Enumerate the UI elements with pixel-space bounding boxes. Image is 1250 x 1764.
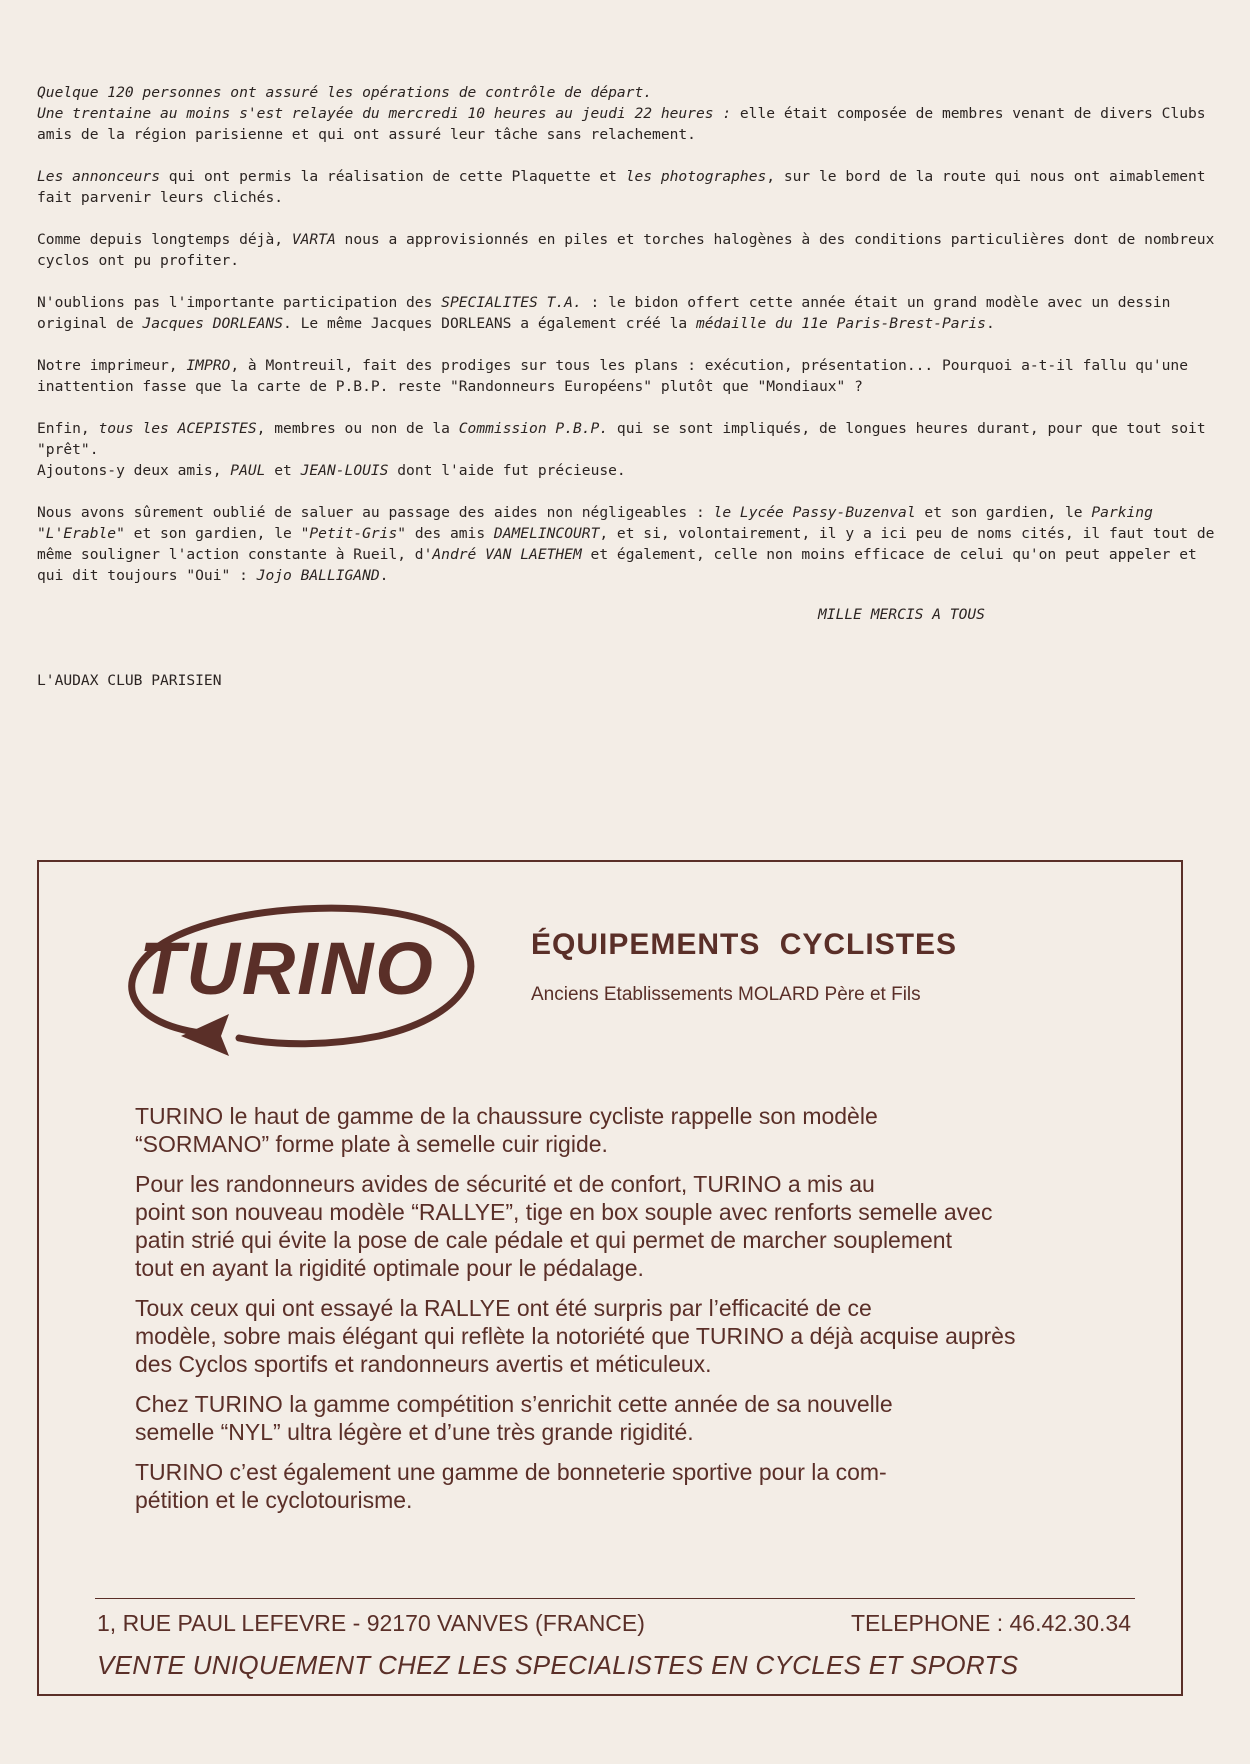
body-text: . (379, 567, 389, 584)
ad-paragraph: Toux ceux qui ont essayé la RALLYE ont été surpris par l’efficacité de ce modèle, sobre mais élégant qui reflète la notoriété que TURINO a déjà acquise auprès des Cyclos sportifs et randonneurs avertis et méticuleux. (135, 1295, 1016, 1377)
brand-wordmark: TURINO (139, 927, 435, 1010)
body-text: Notre imprimeur, (37, 357, 187, 374)
body-text: elle était composée de membres venant de divers Clubs amis de la région parisienne et qui ont assuré leur tâche sans relachement. (37, 105, 1206, 143)
closing-thanks: MILLE MERCIS A TOUS (818, 606, 985, 623)
body-text: . Le même Jacques DORLEANS a également créé la (283, 315, 696, 332)
body-text: . (985, 315, 995, 332)
body-text: : le bidon offert cette année était un grand modèle avec un dessin original de (37, 294, 1171, 332)
body-text: et son gardien, le (124, 525, 301, 542)
ad-body (135, 1102, 1135, 1526)
ad-address: 1, RUE PAUL LEFEVRE - 92170 VANVES (FRANCE) (97, 1610, 645, 1636)
emphasis-text: les photographes (625, 168, 767, 185)
letter-paragraph (37, 418, 1217, 481)
ad-paragraph: Pour les randonneurs avides de sécurité et de confort, TURINO a mis au point son nouveau modèle “RALLYE”, tige en box souple avec renforts semelle avec patin strié qui évite la pose de cale pédale et qui permet de marcher souplement tout en ayant la rigidité optimale pour le pédalage. (135, 1171, 993, 1281)
body-text: qui ont permis la réalisation de cette Plaquette et (160, 168, 626, 185)
emphasis-text: Jojo BALLIGAND (256, 567, 380, 584)
ad-tagline: VENTE UNIQUEMENT CHEZ LES SPECIALISTES EN CYCLES ET SPORTS (97, 1650, 1019, 1680)
ad-title: ÉQUIPEMENTS CYCLISTES (531, 928, 958, 961)
body-text: , membres ou non de la (256, 420, 459, 437)
emphasis-text: "Petit-Gris" (300, 525, 407, 542)
emphasis-text: VARTA (291, 231, 336, 248)
body-text: qui se sont impliqués, de longues heures durant, pour que tout soit "prêt". Ajoutons-y deux amis, (37, 420, 1206, 479)
letter-body (37, 82, 1217, 586)
ad-paragraph: TURINO le haut de gamme de la chaussure cycliste rappelle son modèle “SORMANO” forme plate à semelle cuir rigide. (135, 1103, 878, 1157)
body-text: des amis (406, 525, 494, 542)
emphasis-text: SPECIALITES T.A. (441, 294, 582, 311)
emphasis-text: IMPRO (186, 357, 231, 374)
body-text: N'oublions pas l'importante participation des (37, 294, 442, 311)
signature: L'AUDAX CLUB PARISIEN (37, 672, 222, 689)
emphasis-text: le Lycée Passy-Buzenval (713, 504, 916, 521)
turino-logo (89, 886, 479, 1056)
letter-paragraph (37, 355, 1217, 397)
body-text: , et si, volontairement, il y a ici peu de noms cités, il faut tout de même souligner l'action constante à Rueil, d' (37, 525, 1215, 563)
body-text: Comme depuis longtemps déjà, (37, 231, 292, 248)
body-text: Enfin, (37, 420, 99, 437)
ad-paragraph: Chez TURINO la gamme compétition s’enrichit cette année de sa nouvelle semelle “NYL” ultra légère et d’une très grande rigidité. (135, 1391, 893, 1445)
emphasis-text: Commission P.B.P. (458, 420, 609, 437)
body-text: et son gardien, le (915, 504, 1092, 521)
body-text: et également, celle non moins efficace de celui qu'on peut appeler et qui dit toujours "Oui" : (37, 546, 1197, 584)
emphasis-text: tous les ACEPISTES (98, 420, 257, 437)
ad-paragraph: TURINO c’est également une gamme de bonneterie sportive pour la com- pétition et le cyclotourisme. (135, 1459, 887, 1513)
letter-paragraph (37, 292, 1217, 334)
ad-divider (95, 1598, 1135, 1599)
body-text: dont l'aide fut précieuse. (388, 462, 626, 479)
turino-advertisement (37, 860, 1183, 1696)
letter-paragraph (37, 502, 1217, 586)
ad-telephone: TELEPHONE : 46.42.30.34 (851, 1610, 1131, 1636)
letter-paragraph (37, 229, 1217, 271)
emphasis-text: PAUL (230, 462, 266, 479)
body-text: Nous avons sûrement oublié de saluer au passage des aides non négligeables : (37, 504, 714, 521)
emphasis-text: Jacques DORLEANS (142, 315, 284, 332)
emphasis-text: André VAN LAETHEM (432, 546, 582, 563)
letter-paragraph (37, 166, 1217, 208)
body-text: , sur le bord de la route qui nous ont aimablement fait parvenir leurs clichés. (37, 168, 1206, 206)
emphasis-text: Quelque 120 personnes ont assuré les opérations de contrôle de départ. Une trentaine au moins s'est relayée du mercredi 10 heures au jeudi 22 heures : (37, 84, 732, 122)
body-text: nous a approvisionnés en piles et torches halogènes à des conditions particulières dont de nombreux cyclos ont pu profiter. (37, 231, 1215, 269)
body-text: , à Montreuil, fait des prodiges sur tous les plans : exécution, présentation... Pourquoi a-t-il fallu qu'une inattention fasse que la carte de P.B.P. reste "Randonneurs Européens" plutôt que "Mondiaux" ? (37, 357, 1189, 395)
emphasis-text: Les annonceurs (37, 168, 161, 185)
emphasis-text: Parking "L'Erable" (37, 504, 1153, 542)
emphasis-text: médaille du 11e Paris-Brest-Paris (695, 315, 986, 332)
body-text: et (265, 462, 301, 479)
emphasis-text: JEAN-LOUIS (300, 462, 389, 479)
ad-subtitle: Anciens Etablissements MOLARD Père et Fils (531, 984, 921, 1005)
emphasis-text: DAMELINCOURT (493, 525, 600, 542)
letter-paragraph (37, 82, 1217, 145)
